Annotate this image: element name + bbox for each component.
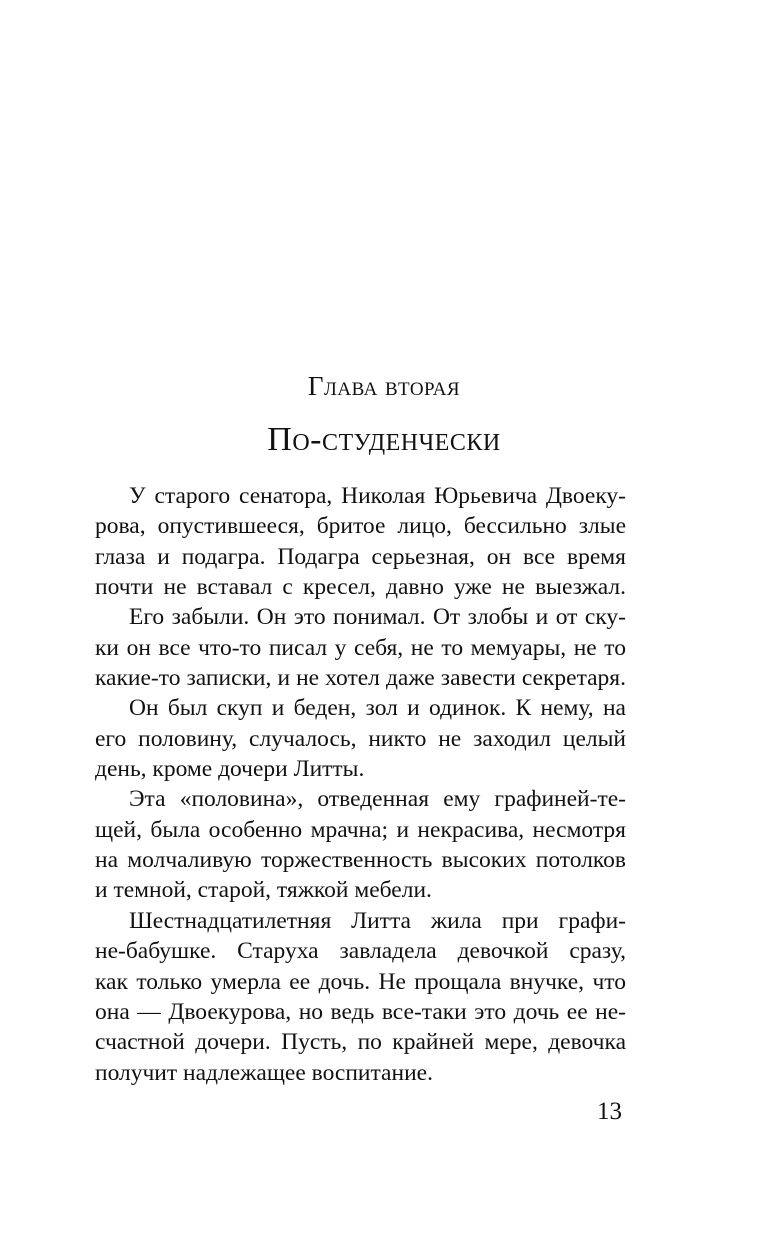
text-line: она — Двоекурова, но ведь все-таки это дочь ее не- <box>95 998 626 1025</box>
paragraph <box>95 906 626 1088</box>
text-line: рова, опустившееся, бритое лицо, бессильно злые <box>95 513 626 540</box>
text-line: Шестнадцатилетняя Литта жила при графи- <box>129 907 626 934</box>
text-line: его половину, случалось, никто не заходил целый <box>95 725 626 752</box>
chapter-label: Глава вторая <box>307 371 461 401</box>
text-line: Его забыли. Он это понимал. От злобы и от ску- <box>129 604 626 631</box>
text-line: Он был скуп и беден, зол и одинок. К нему, на <box>129 695 626 722</box>
paragraph <box>95 481 626 602</box>
text-line: какие-то записки, и не хотел даже завести секретаря. <box>95 665 626 692</box>
text-line: получит надлежащее воспитание. <box>95 1059 433 1086</box>
text-line: на молчаливую торжественность высоких потолков <box>95 847 626 874</box>
paragraph <box>95 693 626 784</box>
body-text <box>95 481 626 1088</box>
text-line: почти не вставал с кресел, давно уже не выезжал. <box>95 574 626 601</box>
text-line: и темной, старой, тяжкой мебели. <box>95 877 432 904</box>
chapter-title: По-студенчески <box>267 421 501 458</box>
text-line: счастной дочери. Пусть, по крайней мере, девочка <box>95 1029 626 1056</box>
text-line: У старого сенатора, Николая Юрьевича Двоеку- <box>129 483 626 509</box>
text-line: не-бабушке. Старуха завладела девочкой сразу, <box>95 938 626 965</box>
text-line: день, кроме дочери Литты. <box>95 756 365 783</box>
text-line: глаза и подагра. Подагра серьезная, он все время <box>95 543 626 570</box>
text-line: ки он все что-то писал у себя, не то мемуары, не то <box>95 634 626 661</box>
text-line: как только умерла ее дочь. Не прощала внучке, что <box>95 968 626 995</box>
paragraph <box>95 784 626 905</box>
paragraph <box>95 602 626 693</box>
text-line: щей, была особенно мрачна; и некрасива, несмотря <box>95 816 626 843</box>
text-line: Эта «половина», отведенная ему графиней-те- <box>129 786 626 813</box>
page-number: 13 <box>597 1098 622 1125</box>
